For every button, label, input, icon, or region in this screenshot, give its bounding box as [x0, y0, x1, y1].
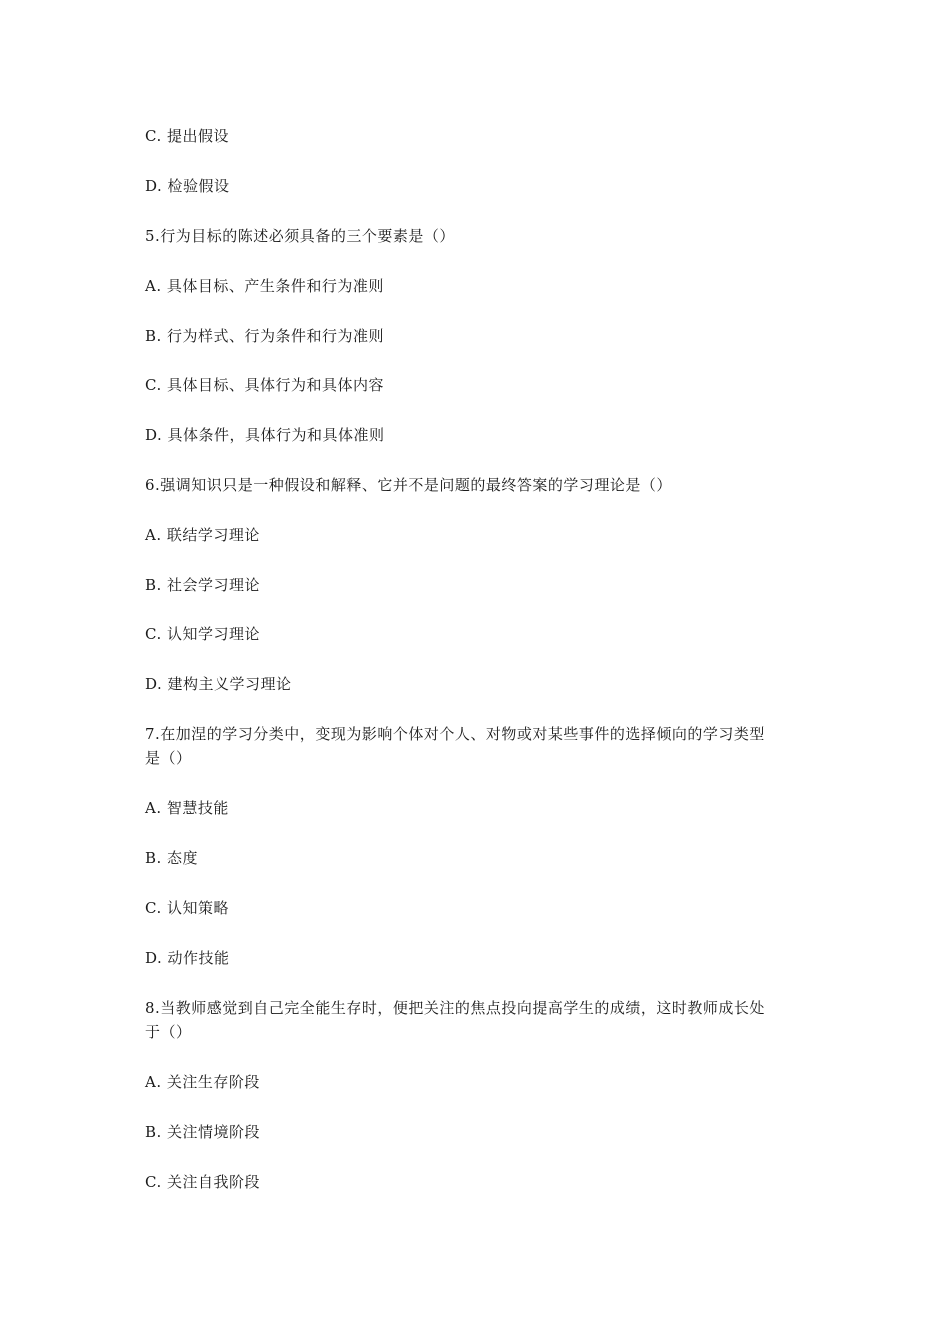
option-8b: B. 关注情境阶段	[145, 1123, 261, 1141]
option-6d: D. 建构主义学习理论	[145, 675, 292, 693]
option-6c: C. 认知学习理论	[145, 625, 260, 643]
option-5a: A. 具体目标、产生条件和行为准则	[145, 277, 384, 295]
option-5c: C. 具体目标、具体行为和具体内容	[145, 376, 384, 394]
option-5b: B. 行为样式、行为条件和行为准则	[145, 327, 385, 345]
question-8-line-2: 于（）	[145, 1023, 192, 1041]
option-4d: D. 检验假设	[145, 177, 230, 195]
option-5d: D. 具体条件，具体行为和具体准则	[145, 426, 385, 444]
option-7d: D. 动作技能	[145, 949, 230, 967]
option-7a: A. 智慧技能	[145, 799, 229, 817]
option-6a: A. 联结学习理论	[145, 526, 260, 544]
option-4c: C. 提出假设	[145, 127, 229, 145]
question-7-line-1: 7.在加涅的学习分类中，变现为影响个体对个人、对物或对某些事件的选择倾向的学习类型	[145, 725, 765, 743]
option-8a: A. 关注生存阶段	[145, 1073, 260, 1091]
option-7c: C. 认知策略	[145, 899, 229, 917]
question-6: 6.强调知识只是一种假设和解释、它并不是问题的最终答案的学习理论是（）	[145, 476, 672, 494]
option-8c: C. 关注自我阶段	[145, 1173, 260, 1191]
question-7-line-2: 是（）	[145, 749, 192, 767]
question-5: 5.行为目标的陈述必须具备的三个要素是（）	[145, 227, 455, 245]
question-8-line-1: 8.当教师感觉到自己完全能生存时，便把关注的焦点投向提高学生的成绩，这时教师成长处	[145, 999, 765, 1017]
option-7b: B. 态度	[145, 849, 199, 867]
option-6b: B. 社会学习理论	[145, 576, 261, 594]
